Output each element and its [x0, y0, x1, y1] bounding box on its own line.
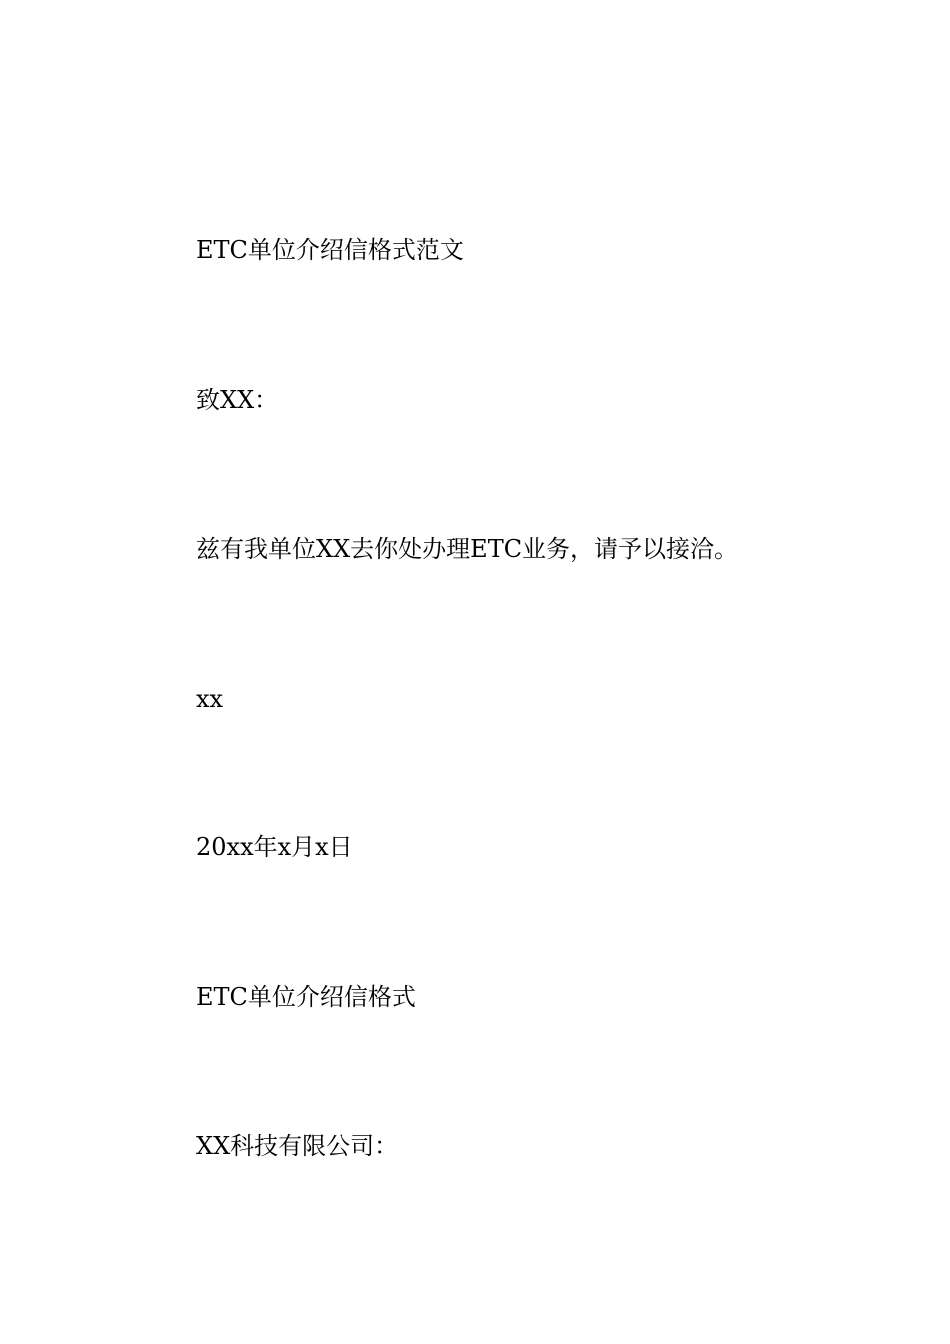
document-title: ETC单位介绍信格式范文 — [196, 236, 464, 264]
signature: xx — [196, 685, 224, 713]
salutation: 致XX： — [196, 386, 279, 414]
body-paragraph: 兹有我单位XX去你处办理ETC业务，请予以接洽。 — [196, 535, 739, 563]
date-line: 20xx年x月x日 — [196, 833, 353, 861]
recipient-company: XX科技有限公司： — [196, 1132, 399, 1160]
section-heading: ETC单位介绍信格式 — [196, 983, 416, 1011]
